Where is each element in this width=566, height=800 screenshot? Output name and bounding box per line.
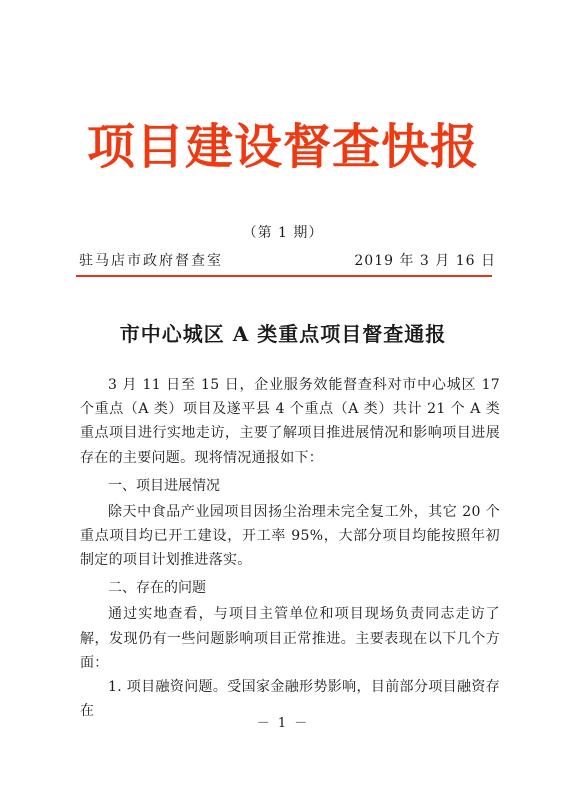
issuing-office: 驻马店市政府督查室 bbox=[79, 253, 223, 269]
page-number: － 1 － bbox=[256, 716, 310, 731]
red-divider-line bbox=[76, 275, 492, 277]
financing-paragraph: 1. 项目融资问题。受国家金融形势影响，目前部分项目融资存在 bbox=[80, 679, 500, 720]
issue-date: 2019 年 3 月 16 日 bbox=[354, 253, 496, 269]
document-title: 市中心城区 A 类重点项目督查通报 bbox=[119, 322, 447, 346]
intro-paragraph: 3 月 11 日至 15 日，企业服务效能督查科对市中心城区 17 个重点（A 类）项目及遂平县 4 个重点（A 类）共计 21 个 A 类重点项目进行实地走访，主要了解项目推进展情况和影响项目进展存在的主要问题。现将情况通报如下： bbox=[80, 377, 500, 466]
section-heading-progress: 一、项目进展情况 bbox=[108, 477, 220, 494]
masthead-title: 项目建设督查快报 bbox=[86, 119, 479, 175]
issue-number: （第 1 期） bbox=[242, 225, 324, 241]
section-heading-issues: 二、存在的问题 bbox=[108, 580, 206, 597]
document-body bbox=[80, 373, 500, 723]
progress-paragraph: 除天中食品产业园项目因扬尘治理未完全复工外，其它 20 个重点项目均已开工建设，开工率 95%，大部分项目均能按照年初制定的项目计划推进落实。 bbox=[80, 503, 500, 569]
issues-intro-paragraph: 通过实地查看，与项目主管单位和项目现场负责同志走访了解，发现仍有一些问题影响项目正常推进。主要表现在以下几个方面： bbox=[80, 606, 500, 671]
